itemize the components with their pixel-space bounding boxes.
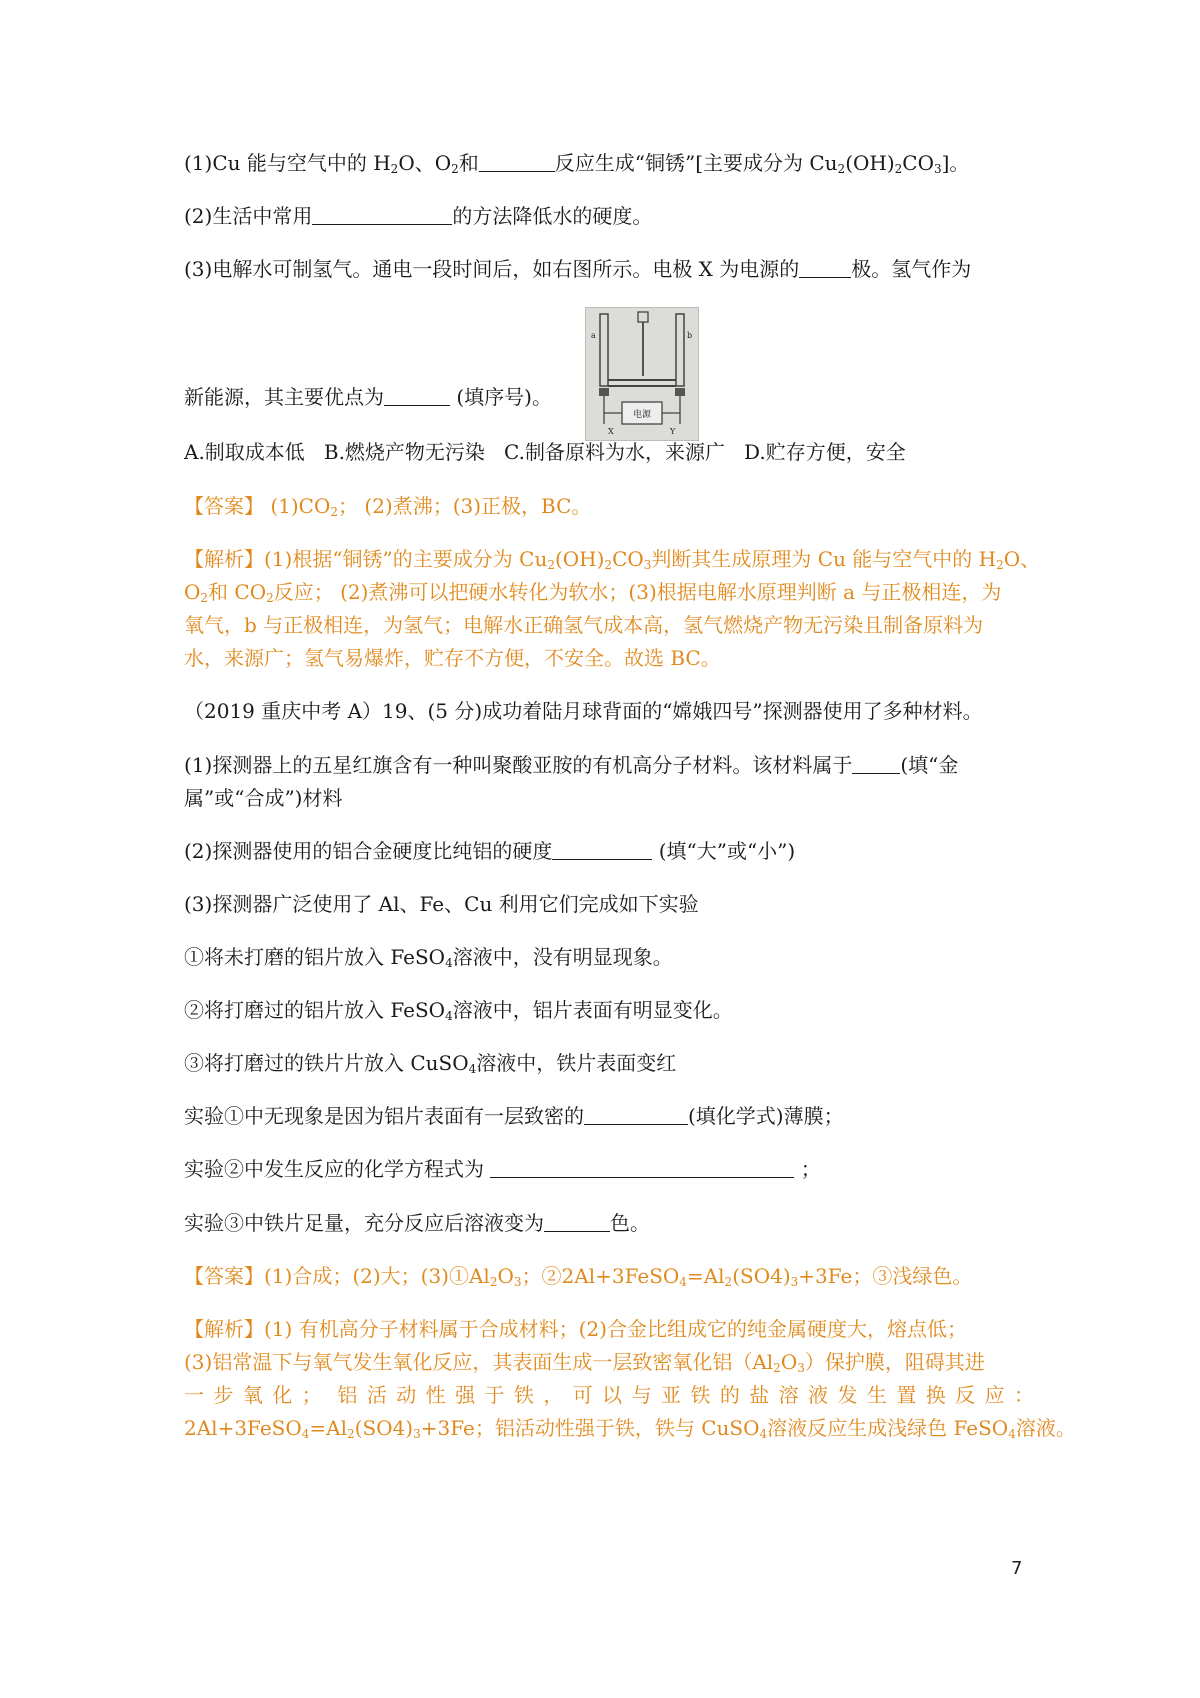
q-prev-analysis-line2: $O_2$和 $CO_2$反应； (2)煮沸可以把硬水转化为软水；(3)根据电解水原理判断 a 与正极相连，为	[184, 580, 1002, 605]
answer-blank[interactable]	[552, 839, 652, 860]
answer-blank[interactable]	[544, 1211, 610, 1232]
q-prev-part4: 新能源，其主要优点为 (填序号)。	[184, 385, 552, 409]
q-prev-answer: 【答案】 $(1)CO_2$； (2)煮沸；(3)正极，BC。	[184, 494, 592, 519]
q19-step3: ③将打磨过的铁片片放入 CuSO$_4$溶液中，铁片表面变红	[184, 1051, 677, 1076]
answer-blank[interactable]	[584, 1104, 688, 1125]
q-prev-part2: (2)生活中常用 的方法降低水的硬度。	[184, 204, 653, 228]
q19-part1: (1)探测器上的五星红旗含有一种叫聚酸亚胺的有机高分子材料。该材料属于 (填“金	[184, 753, 959, 777]
q-prev-options: A.制取成本低 B.燃烧产物无污染 C.制备原料为水，来源广 D.贮存方便，安全	[184, 440, 906, 464]
q-prev-analysis-line1: 【解析】(1)根据“铜锈”的主要成分为 $Cu_2(OH)_2CO_3$判断其生成原理为 Cu 能与空气中的 $H_2O$、	[184, 547, 1041, 572]
q19-experiment2: 实验②中发生反应的化学方程式为 ；	[184, 1157, 821, 1181]
q-prev-analysis-line3: 氧气，b 与正极相连，为氢气；电解水正确氢气成本高，氢气燃烧产物无污染且制备原料为	[184, 613, 984, 637]
answer-blank[interactable]	[799, 257, 851, 278]
q19-analysis-line4: $2Al+3FeSO_4=Al_2(SO4)_3+3Fe$；铝活动性强于铁，铁与 CuSO$_4$溶液反应生成浅绿色 FeSO$_4$溶液。	[184, 1416, 1076, 1441]
answer-blank[interactable]	[384, 385, 450, 406]
q19-analysis-line1: 【解析】(1) 有机高分子材料属于合成材料；(2)合金比组成它的纯金属硬度大，熔点低；	[184, 1317, 968, 1341]
answer-blank[interactable]	[490, 1157, 794, 1178]
electrode-y-label: Y	[670, 427, 676, 436]
q19-answer: 【答案】(1)合成；(2)大；$(3)①Al_2O_3$；$②2Al+3FeSO_4=Al_2(SO4)_3+3Fe$；③浅绿色。	[184, 1264, 973, 1289]
q-prev-part1: (1)Cu 能与空气中的 $H_2O$、$O_2$和 反应生成“铜锈”[主要成分为 $Cu_2(OH)_2CO_3$]。	[184, 151, 970, 176]
q-prev-part3: (3)电解水可制氢气。通电一段时间后，如右图所示。电极 X 为电源的 极。氢气作为	[184, 257, 972, 281]
q19-analysis-line2: (3)铝常温下与氧气发生氧化反应，其表面生成一层致密氧化铝$(Al_2O_3)$保护膜，阻碍其进	[184, 1350, 985, 1375]
q19-experiment3: 实验③中铁片足量，充分反应后溶液变为 色。	[184, 1211, 650, 1235]
q19-step2: ②将打磨过的铝片放入 FeSO$_4$溶液中，铝片表面有明显变化。	[184, 998, 733, 1023]
electrode-b-label: b	[687, 331, 693, 340]
page-number: 7	[1011, 1558, 1023, 1579]
q19-step1: ①将未打磨的铝片放入 FeSO$_4$溶液中，没有明显现象。	[184, 945, 673, 970]
answer-blank[interactable]	[479, 151, 555, 172]
q19-analysis-line3: 一步氧化； 铝活动性强于铁，可以与亚铁的盐溶液发生置换反应：	[184, 1383, 1034, 1407]
q19-part1-cont: 属”或“合成”)材料	[184, 786, 343, 810]
q19-header: （2019 重庆中考 A）19、(5 分)成功着陆月球背面的“嫦娥四号”探测器使用了多种材料。	[184, 699, 983, 723]
electrolysis-apparatus-figure	[585, 307, 699, 441]
q-prev-analysis-line4: 水，来源广；氢气易爆炸，贮存不方便，不安全。故选 BC。	[184, 646, 721, 670]
answer-blank[interactable]	[852, 753, 900, 774]
answer-blank[interactable]	[312, 204, 452, 225]
q19-experiment1: 实验①中无现象是因为铝片表面有一层致密的 (填化学式)薄膜；	[184, 1104, 844, 1128]
power-supply-label: 电源	[632, 410, 652, 420]
electrode-a-label: a	[591, 331, 596, 340]
q19-part2: (2)探测器使用的铝合金硬度比纯铝的硬度 (填“大”或“小”)	[184, 839, 796, 863]
q19-part3: (3)探测器广泛使用了 Al、Fe、Cu 利用它们完成如下实验	[184, 892, 699, 916]
electrolysis-diagram-icon	[586, 308, 698, 440]
electrode-x-label: X	[608, 427, 614, 436]
